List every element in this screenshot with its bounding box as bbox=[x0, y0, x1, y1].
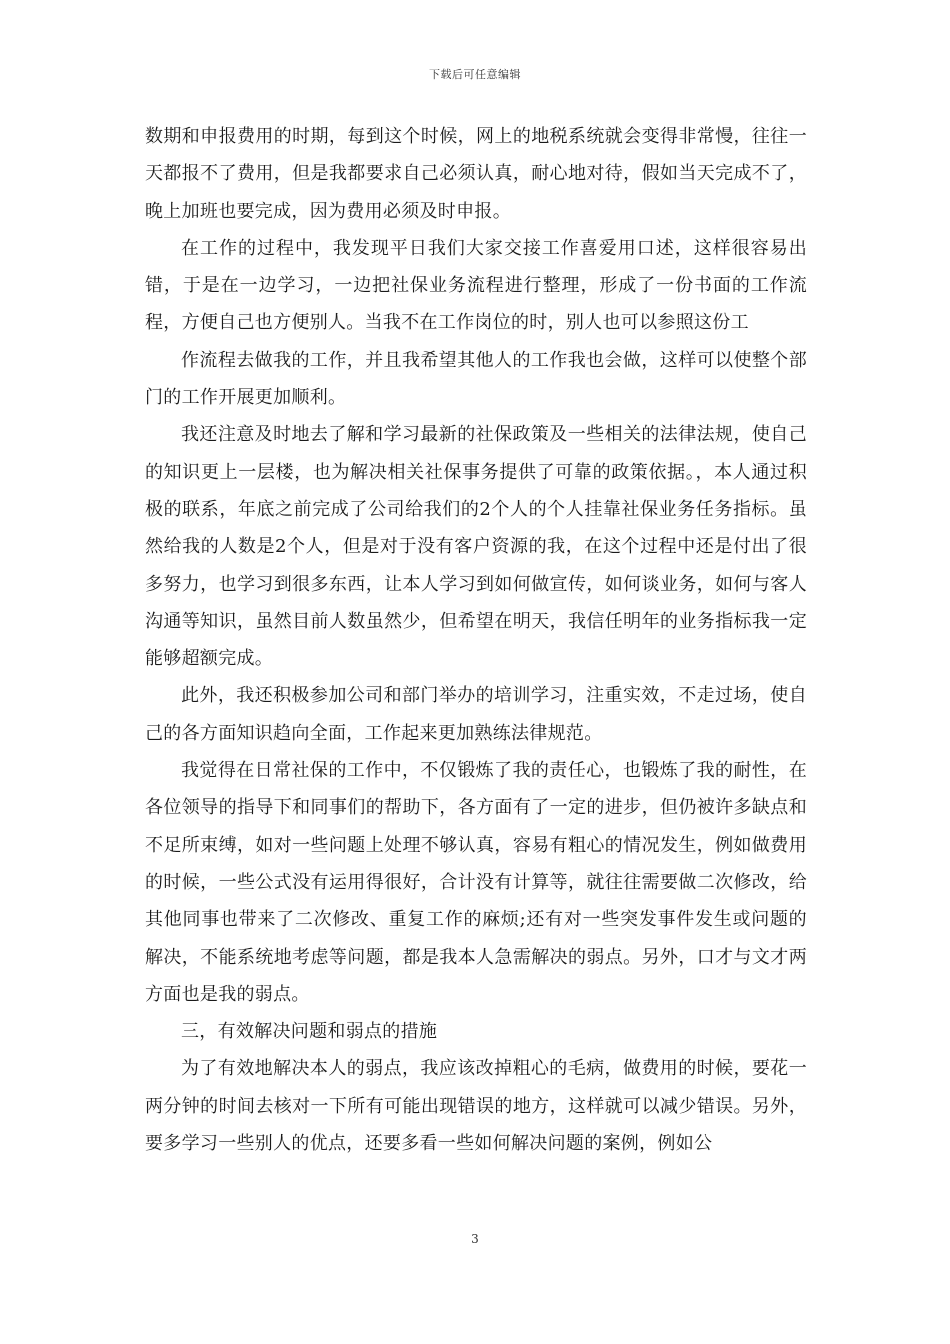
paragraph-6: 我觉得在日常社保的工作中，不仅锻炼了我的责任心，也锻炼了我的耐性，在各位领导的指导下和同事们的帮助下，各方面有了一定的进步，但仍被许多缺点和不足所束缚，如对一些问题上处理不够认真，容易有粗心的情况发生，例如做费用的时候，一些公式没有运用得很好，合计没有计算等，就往往需要做二次修改，给其他同事也带来了二次修改、重复工作的麻烦;还有对一些突发事件发生或问题的解决，不能系统地考虑等问题，都是我本人急需解决的弱点。另外，口才与文才两方面也是我的弱点。 bbox=[145, 760, 807, 1005]
paragraph-7: 为了有效地解决本人的弱点，我应该改掉粗心的毛病，做费用的时候，要花一两分钟的时间去核对一下所有可能出现错误的地方，这样就可以减少错误。另外，要多学习一些别人的优点，还要多看一些如何解决问题的案例，例如公 bbox=[145, 1058, 807, 1155]
document-body bbox=[145, 118, 807, 1162]
page-number: 3 bbox=[471, 1232, 479, 1246]
paragraph-3: 作流程去做我的工作，并且我希望其他人的工作我也会做，这样可以使整个部门的工作开展更加顺利。 bbox=[145, 349, 807, 409]
paragraph-2: 在工作的过程中，我发现平日我们大家交接工作喜爱用口述，这样很容易出错，于是在一边学习，一边把社保业务流程进行整理，形成了一份书面的工作流程，方便自己也方便别人。当我不在工作岗位的时，别人也可以参照这份工 bbox=[145, 237, 807, 334]
paragraph-5: 此外，我还积极参加公司和部门举办的培训学习，注重实效，不走过场，使自己的各方面知识趋向全面，工作起来更加熟练法律规范。 bbox=[145, 685, 807, 744]
paragraph-1: 数期和申报费用的时期，每到这个时候，网上的地税系统就会变得非常慢，往往一天都报不了费用，但是我都要求自己必须认真，耐心地对待，假如当天完成不了，晚上加班也要完成，因为费用必须及时申报。 bbox=[145, 126, 807, 222]
section-heading: 三，有效解决问题和弱点的措施 bbox=[181, 1021, 438, 1043]
paragraph-4: 我还注意及时地去了解和学习最新的社保政策及一些相关的法律法规，使自己的知识更上一层楼，也为解决相关社保事务提供了可靠的政策依据。，本人通过积极的联系，年底之前完成了公司给我们的2个人的个人挂靠社保业务任务指标。虽然给我的人数是2个人，但是对于没有客户资源的我，在这个过程中还是付出了很多努力，也学习到很多东西，让本人学习到如何做宣传，如何谈业务，如何与客人沟通等知识，虽然目前人数虽然少，但希望在明天，我信任明年的业务指标我一定能够超额完成。 bbox=[145, 424, 807, 670]
page-header: 下载后可任意编辑 bbox=[429, 68, 521, 81]
